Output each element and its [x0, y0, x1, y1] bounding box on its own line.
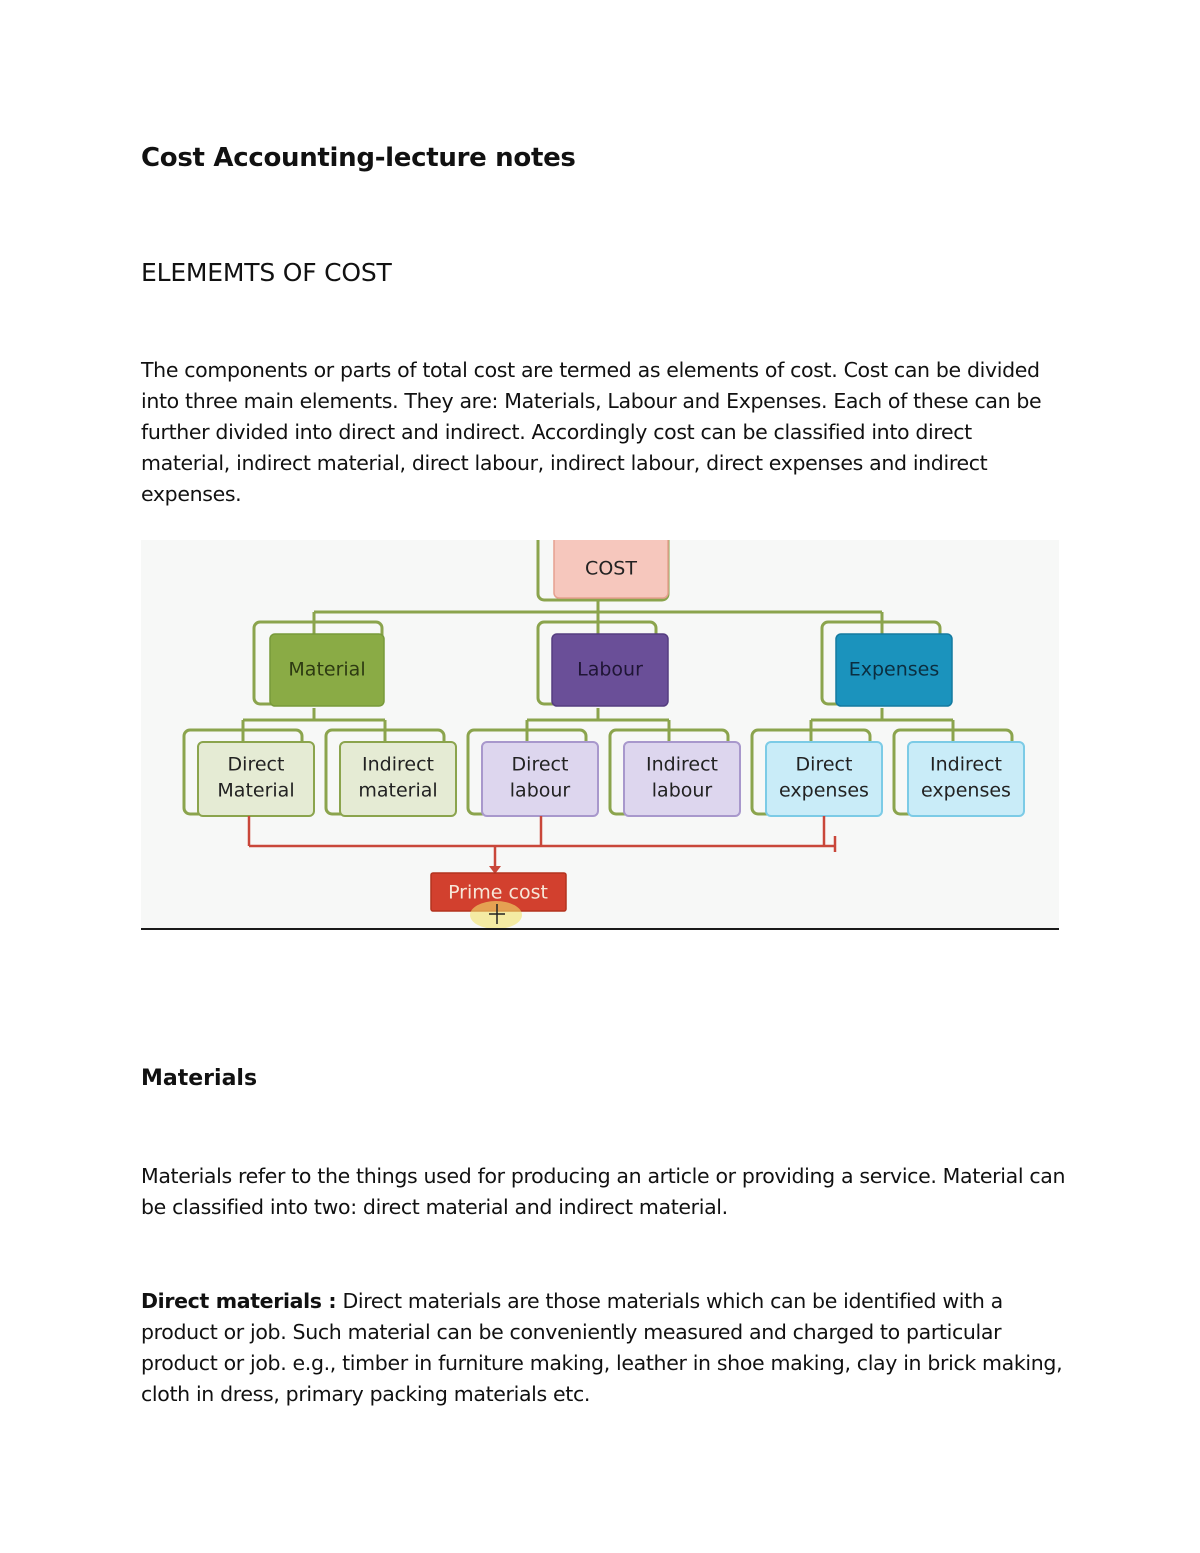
root-node-label: COST	[585, 557, 637, 580]
section-heading-elements-of-cost: ELEMEMTS OF COST	[141, 258, 392, 287]
elements-of-cost-diagram	[141, 540, 1059, 928]
sub-label-indirect-labour-line1: Indirect	[646, 753, 718, 776]
direct-materials-paragraph	[141, 1286, 1066, 1410]
sub-label-indirect-expenses-line2: expenses	[921, 779, 1011, 802]
category-label-expenses: Expenses	[848, 658, 940, 681]
direct-materials-text: Direct materials are those materials which can be identified with a product or job. Such material can be conveniently measured and charged to particular product or job. e.g., timber in furniture making, leather in shoe making, clay in brick making, cloth in dress, primary packing materials etc.	[141, 1289, 1063, 1406]
category-label-labour: Labour	[577, 658, 643, 681]
sub-label-indirect-expenses-line1: Indirect	[930, 753, 1002, 776]
sub-label-direct-material-line1: Direct	[227, 753, 285, 776]
sub-label-direct-labour-line2: labour	[509, 779, 571, 802]
sub-label-direct-labour-line1: Direct	[511, 753, 569, 776]
horizontal-rule	[141, 928, 1059, 930]
document-title: Cost Accounting-lecture notes	[141, 143, 576, 173]
sub-label-direct-expenses-line2: expenses	[779, 779, 869, 802]
direct-materials-label: Direct materials :	[141, 1289, 337, 1313]
sub-label-indirect-material-line1: Indirect	[362, 753, 434, 776]
sub-label-indirect-material-line2: material	[358, 779, 438, 802]
category-label-material: Material	[288, 658, 366, 681]
materials-heading: Materials	[141, 1066, 258, 1091]
intro-paragraph: The components or parts of total cost are termed as elements of cost. Cost can be divided into three main elements. They are: Materials, Labour and Expenses. Each of these can be further divided into direct and indirect. Accordingly cost can be classified into direct material, indirect material, direct labour, indirect labour, direct expenses and indirect expenses.	[141, 358, 1042, 506]
sub-label-indirect-labour-line2: labour	[651, 779, 713, 802]
prime-cost-connectors	[249, 816, 835, 870]
prime-cost-label: Prime cost	[448, 881, 548, 904]
sub-label-direct-expenses-line1: Direct	[795, 753, 853, 776]
materials-paragraph: Materials refer to the things used for producing an article or providing a service. Material can be classified into two: direct material and indirect material.	[141, 1164, 1066, 1219]
sub-label-direct-material-line2: Material	[217, 779, 295, 802]
